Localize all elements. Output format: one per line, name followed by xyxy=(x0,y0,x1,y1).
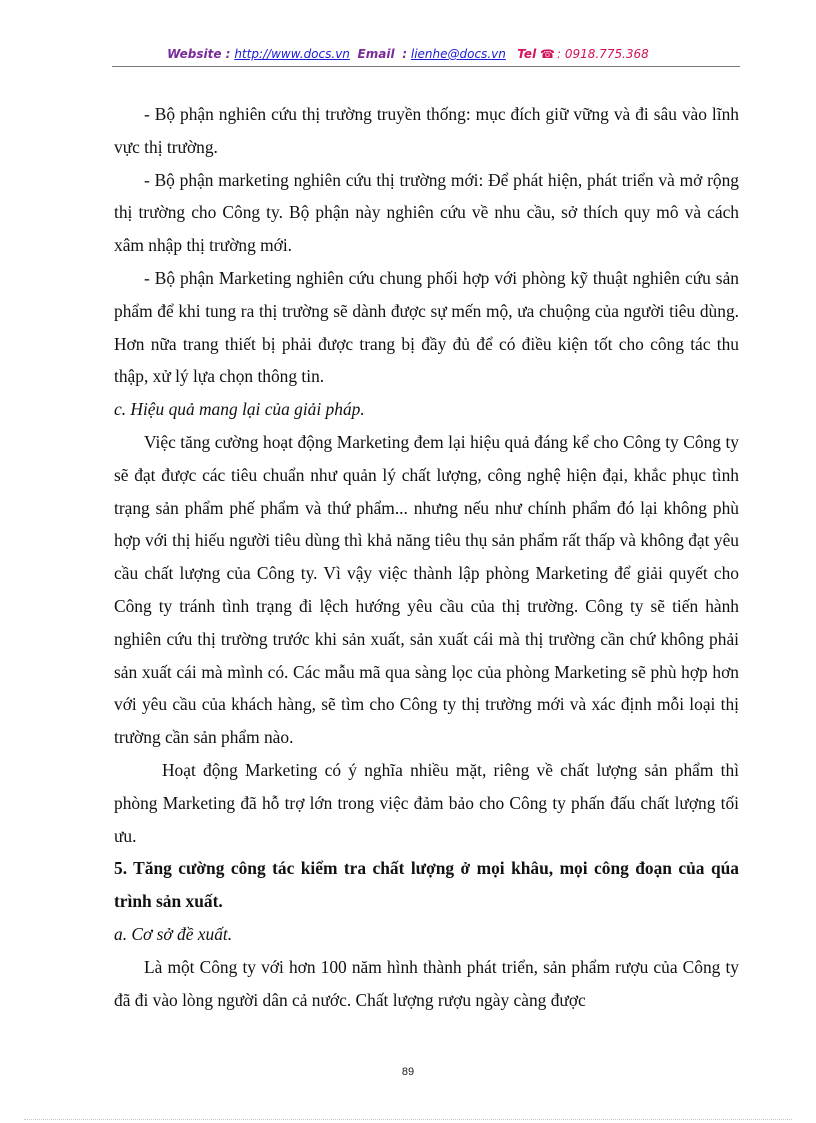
paragraph-traditional-market: - Bộ phận nghiên cứu thị trường truyền thống: mục đích giữ vững và đi sâu vào lĩnh vực thị trường. xyxy=(114,104,739,157)
header-divider xyxy=(112,66,740,67)
subheading-effectiveness: c. Hiệu quả mang lại của giải pháp. xyxy=(114,399,365,420)
paragraph-company-history: Là một Công ty với hơn 100 năm hình thành phát triển, sản phẩm rượu của Công ty đã đi vào lòng người dân cả nước. Chất lượng rượu ngày càng được xyxy=(114,956,739,1010)
page-number: 89 xyxy=(401,1066,415,1078)
email-label: Email xyxy=(357,47,395,61)
document-body xyxy=(114,98,739,1016)
website-label: Website : xyxy=(167,47,231,61)
paragraph-general-research: - Bộ phận Marketing nghiên cứu chung phối hợp với phòng kỹ thuật nghiên cứu sản phẩm để khi tung ra thị trường sẽ dành được sự mến mộ, ưa chuộng của người tiêu dùng. Hơn nữa trang thiết bị phải được trang bị đầy đủ để có điều kiện tốt cho công tác thu thập, xử lý lựa chọn thông tin. xyxy=(114,267,739,387)
paragraph-new-market: - Bộ phận marketing nghiên cứu thị trường mới: Để phát hiện, phát triển và mở rộng thị trường cho Công ty. Bộ phận này nghiên cứu về nhu cầu, sở thích quy mô và cách xâm nhập thị trường mới. xyxy=(114,169,739,256)
tel-label: Tel xyxy=(517,47,537,61)
email-link[interactable]: lienhe@docs.vn xyxy=(410,47,506,61)
phone-number: : 0918.775.368 xyxy=(556,47,649,61)
website-link[interactable]: http://www.docs.vn xyxy=(234,47,350,61)
phone-icon: ☎ xyxy=(540,47,555,61)
email-separator: : xyxy=(402,47,408,61)
paragraph-marketing-effect: Việc tăng cường hoạt động Marketing đem lại hiệu quả đáng kể cho Công ty Công ty sẽ đạt được các tiêu chuẩn như quản lý chất lượng, công nghệ hiện đại, khắc phục tình trạng sản phẩm phế phẩm và thứ phẩm... nhưng nếu như chính phẩm đó lại không phù hợp với thị hiếu người tiêu dùng thì khả năng tiêu thụ sản phẩm rất thấp và không đạt yêu cầu chất lượng của Công ty. Vì vậy việc thành lập phòng Marketing để giải quyết cho Công ty tránh tình trạng đi lệch hướng yêu cầu của thị trường. Công ty sẽ tiến hành nghiên cứu thị trường trước khi sản xuất, sản xuất cái mà thị trường cần chứ không phải sản xuất cái mà mình có. Các mẫu mã qua sàng lọc của phòng Marketing sẽ phù hợp hơn với yêu cầu của khách hàng, sẽ tìm cho Công ty thị trường mới và xác định mỗi loại thị trường cần sản phẩm nào. xyxy=(114,431,739,748)
page-header xyxy=(0,47,816,61)
paragraph-marketing-quality: Hoạt động Marketing có ý nghĩa nhiều mặt, riêng về chất lượng sản phẩm thì phòng Marketing đã hỗ trợ lớn trong việc đảm bảo cho Công ty phấn đấu chất lượng tối ưu. xyxy=(114,759,739,846)
footer-divider xyxy=(24,1119,792,1120)
section-heading-5: 5. Tăng cường công tác kiểm tra chất lượng ở mọi khâu, mọi công đoạn của qúa trình sản xuất. xyxy=(114,858,739,912)
subheading-basis: a. Cơ sở đề xuất. xyxy=(114,923,233,944)
